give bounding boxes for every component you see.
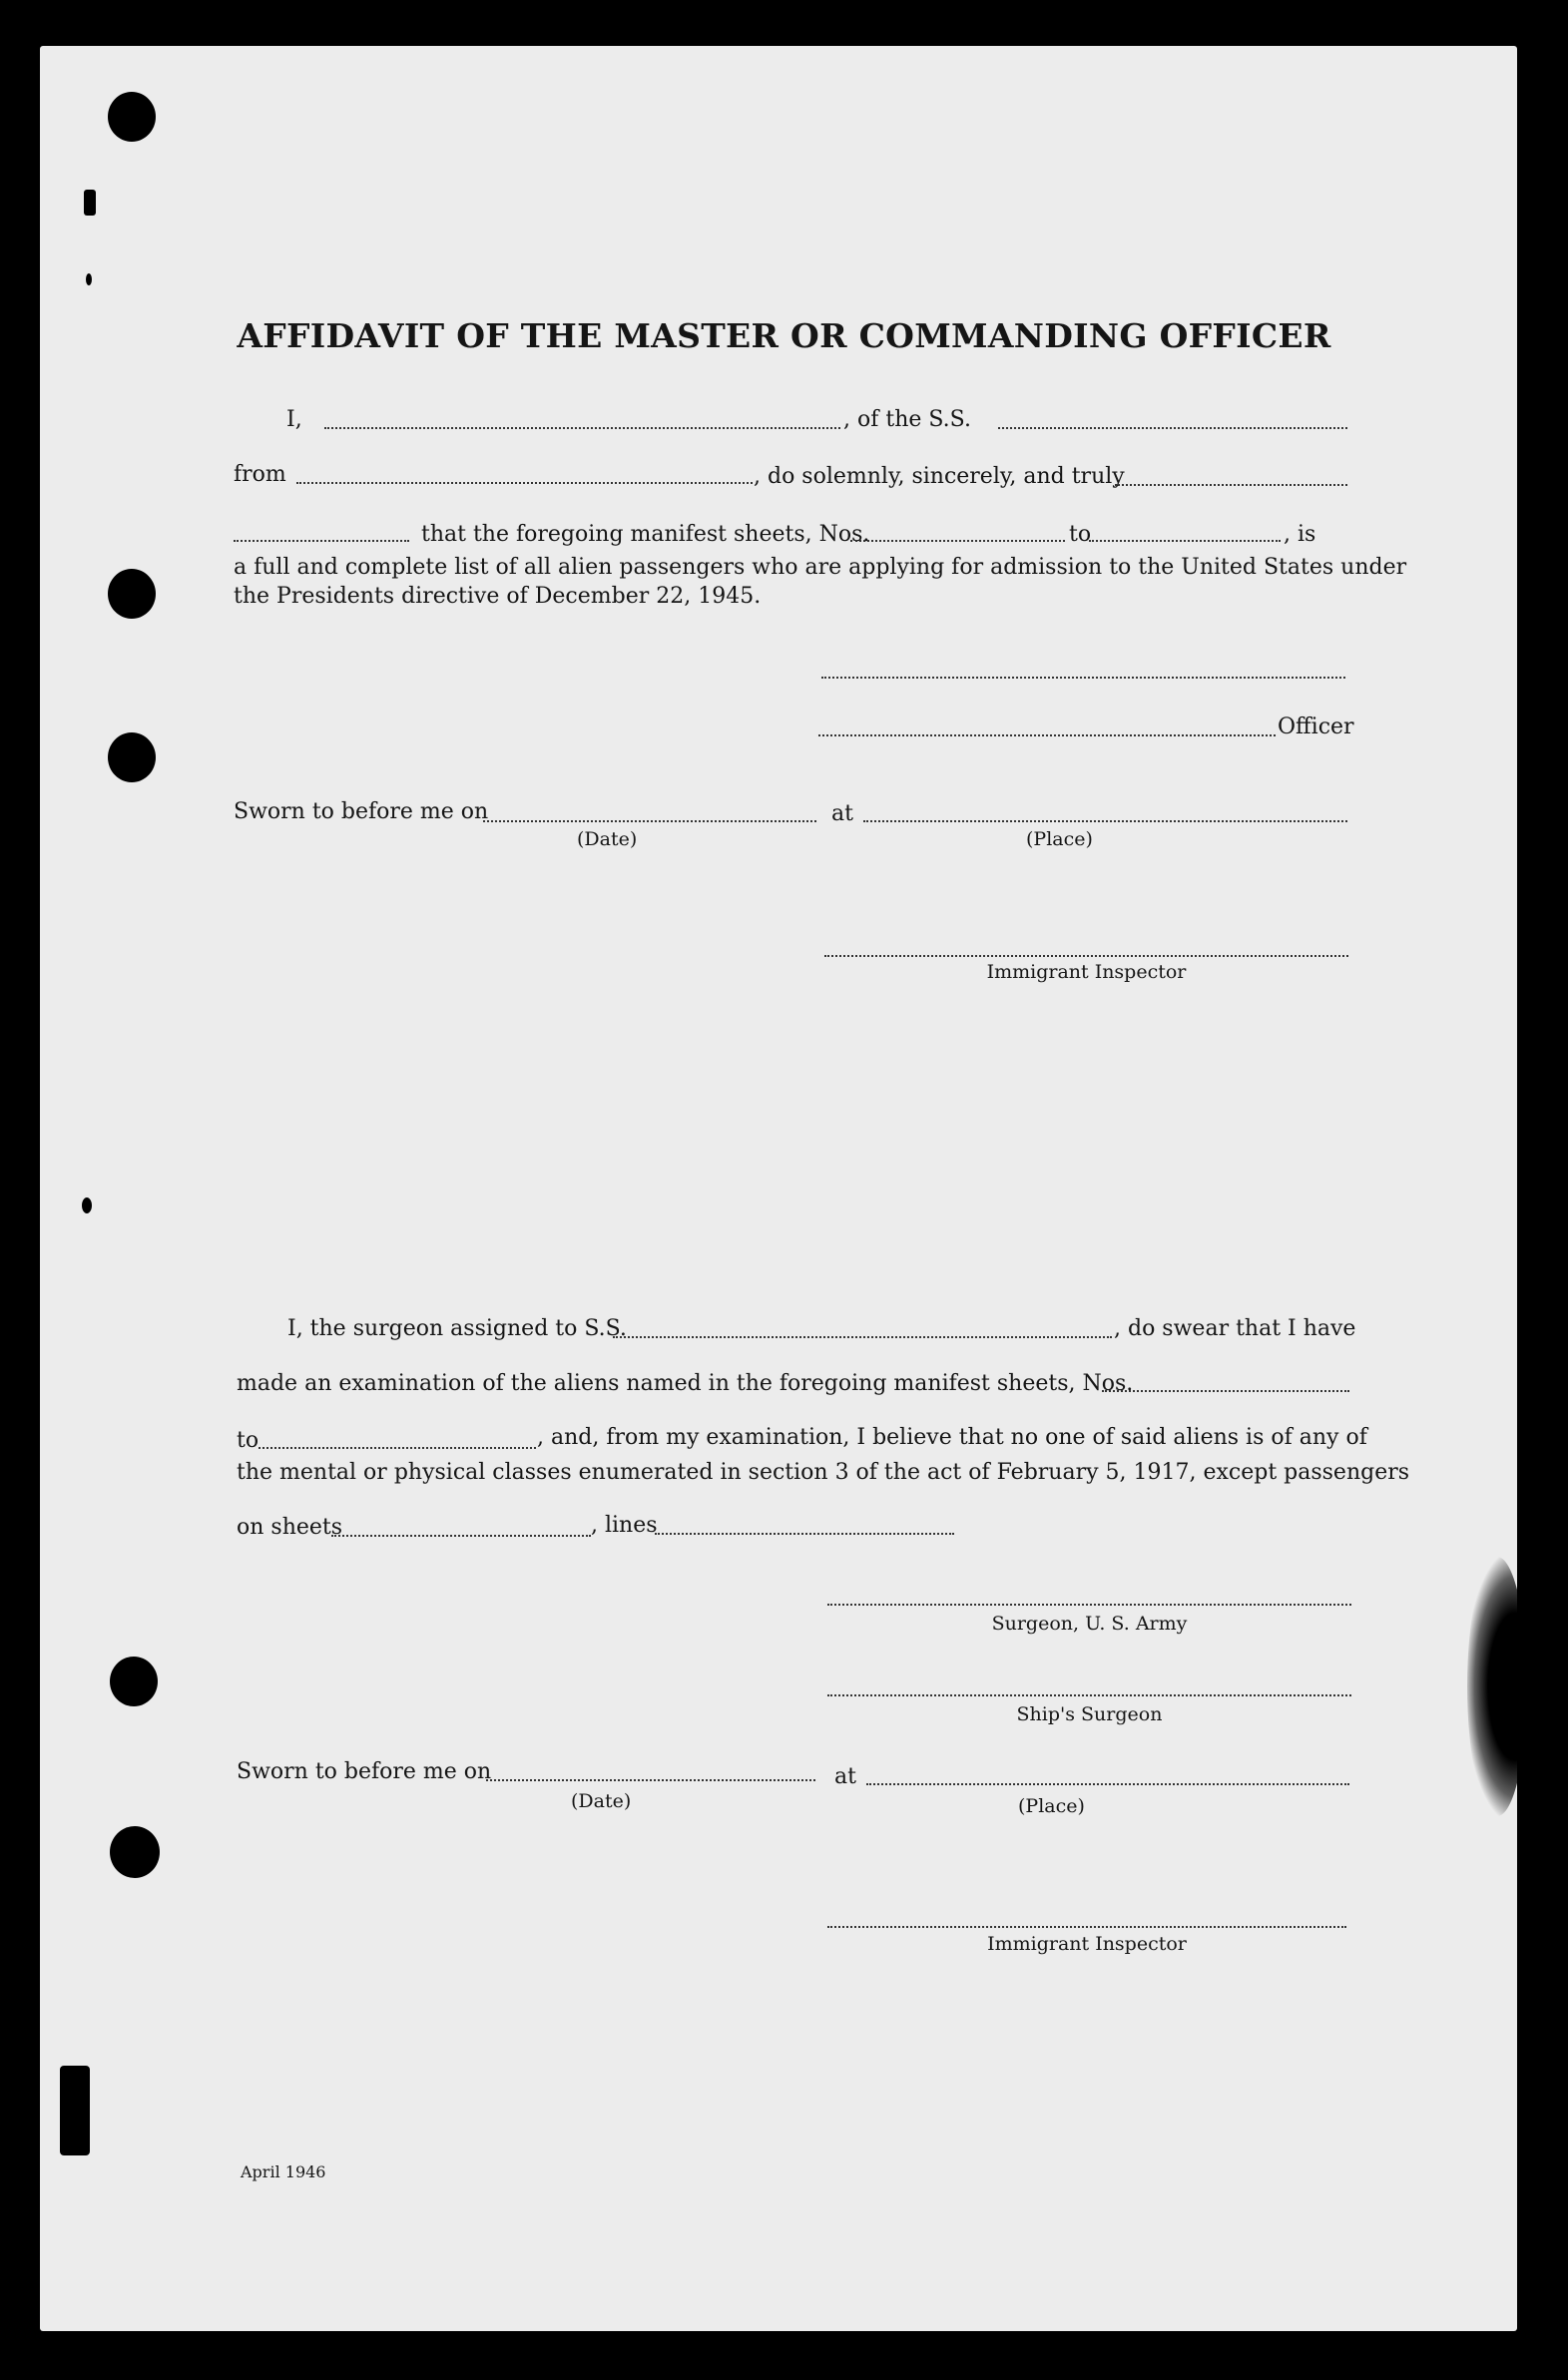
master-oath-type-field[interactable]: [234, 540, 409, 542]
master-to-label: to: [1069, 522, 1092, 547]
surgeon-at-label: at: [834, 1764, 856, 1789]
edge-mark: [86, 273, 92, 285]
surgeon-sheet-nos-field[interactable]: [1102, 1390, 1349, 1392]
master-inspector-signature-line[interactable]: [824, 955, 1348, 957]
surgeon-sheets-label: on sheets: [237, 1515, 343, 1540]
master-ship-field[interactable]: [998, 427, 1347, 429]
master-date-caption: (Date): [577, 828, 638, 850]
surgeon-inspector-caption: Immigrant Inspector: [987, 1933, 1187, 1955]
surgeon-place-caption: (Place): [1018, 1795, 1085, 1817]
surgeon-examination-label: made an examination of the aliens named in the foregoing manifest sheets, Nos.: [237, 1371, 1134, 1396]
master-inspector-caption: Immigrant Inspector: [986, 961, 1187, 983]
surgeon-ship-field[interactable]: [613, 1336, 1112, 1338]
surgeon-sworn-label: Sworn to before me on: [237, 1759, 492, 1784]
master-foregoing-label: that the foregoing manifest sheets, Nos.: [421, 522, 870, 547]
surgeon-classes-line: the mental or physical classes enumerated in section 3 of the act of February 5, 1917, except passengers: [237, 1460, 1410, 1485]
master-sworn-place-field[interactable]: [863, 820, 1347, 822]
master-at-label: at: [831, 801, 853, 826]
surgeon-sworn-date-field[interactable]: [486, 1779, 815, 1781]
master-name-field[interactable]: [324, 427, 840, 429]
officer-label: Officer: [1278, 714, 1354, 739]
punch-hole: [108, 732, 156, 782]
master-sheet-to-field[interactable]: [1089, 540, 1281, 542]
master-signature-line[interactable]: [821, 677, 1345, 679]
surgeon-lines-field[interactable]: [655, 1533, 954, 1535]
army-surgeon-signature-line[interactable]: [827, 1604, 1351, 1606]
master-sworn-date-field[interactable]: [483, 820, 816, 822]
army-surgeon-caption: Surgeon, U. S. Army: [991, 1613, 1188, 1635]
master-statement-end: the Presidents directive of December 22, 1945.: [234, 584, 762, 609]
punch-hole: [110, 1826, 160, 1878]
edge-mark: [82, 1197, 92, 1213]
surgeon-i-label: I, the surgeon assigned to S.S.: [287, 1316, 627, 1341]
master-i-label: I,: [286, 407, 302, 432]
surgeon-swear-label: , do swear that I have: [1114, 1316, 1356, 1341]
surgeon-to-label: to: [237, 1428, 260, 1453]
master-port-field[interactable]: [296, 482, 753, 484]
punch-hole: [110, 1657, 158, 1706]
master-sheet-from-field[interactable]: [850, 540, 1065, 542]
master-is-label: , is: [1284, 522, 1316, 547]
form-date-footer: April 1946: [241, 2162, 326, 2181]
surgeon-lines-label: , lines: [591, 1513, 658, 1538]
ship-surgeon-caption: Ship's Surgeon: [1016, 1703, 1163, 1725]
punch-hole: [108, 569, 156, 619]
officer-signature-line[interactable]: [818, 734, 1276, 736]
surgeon-sheet-to-field[interactable]: [259, 1447, 536, 1449]
surgeon-sheets-field[interactable]: [331, 1535, 591, 1537]
edge-mark: [60, 2066, 90, 2155]
surgeon-date-caption: (Date): [571, 1790, 632, 1812]
ink-stain: [1467, 1557, 1527, 1816]
master-sworn-label: Sworn to before me on: [234, 799, 489, 824]
master-statement-line: a full and complete list of all alien passengers who are applying for admission to the United States under: [234, 555, 1407, 580]
surgeon-belief-label: , and, from my examination, I believe that no one of said aliens is of any of: [537, 1425, 1367, 1450]
master-from-label: from: [234, 462, 286, 487]
master-ss-label: , of the S.S.: [843, 407, 971, 432]
master-solemnly-label: , do solemnly, sincerely, and truly: [754, 464, 1125, 489]
ship-surgeon-signature-line[interactable]: [827, 1694, 1351, 1696]
master-place-caption: (Place): [1026, 828, 1093, 850]
surgeon-sworn-place-field[interactable]: [866, 1783, 1349, 1785]
document-sheet: [40, 46, 1517, 2331]
surgeon-inspector-signature-line[interactable]: [827, 1926, 1346, 1928]
edge-mark: [84, 190, 96, 216]
master-oath-field[interactable]: [1115, 484, 1347, 486]
punch-hole: [108, 92, 156, 142]
document-title: AFFIDAVIT OF THE MASTER OR COMMANDING OFFICER: [237, 316, 1331, 355]
